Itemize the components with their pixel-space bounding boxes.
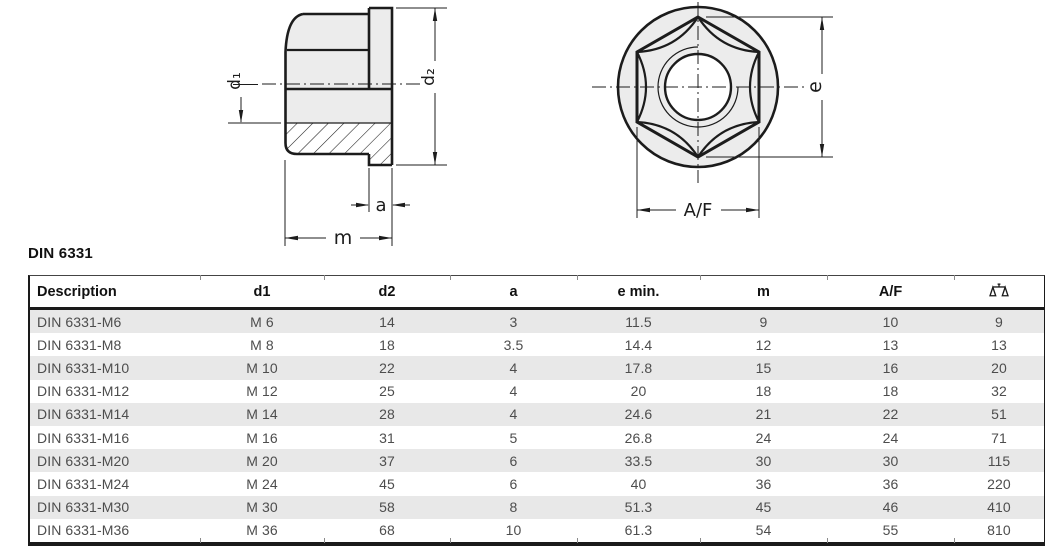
cell-value: 33.5 [624, 452, 653, 469]
front-view [592, 2, 833, 221]
af-arrowhead-right [746, 208, 759, 212]
cell-value: 14.4 [624, 336, 653, 353]
cell-value: 36 [755, 475, 772, 492]
dim-label-e: e [804, 81, 826, 93]
cell-description: DIN 6331-M10 [37, 359, 130, 376]
column-tick [200, 538, 201, 543]
balance-scale-icon [988, 283, 1010, 300]
column-tick [954, 538, 955, 543]
standard-title: DIN 6331 [28, 245, 93, 262]
cell-value: 18 [882, 383, 899, 400]
d2-arrowhead-bottom [433, 152, 437, 165]
cell-value: 51 [991, 406, 1007, 423]
cell-value: M 12 [246, 383, 278, 400]
cell-value: 17.8 [624, 359, 653, 376]
cell-value: 61.3 [624, 522, 653, 539]
table-body [30, 310, 1044, 542]
column-tick [700, 538, 701, 543]
cell-value: 4 [509, 406, 518, 423]
table-row [30, 403, 1044, 426]
column-header-description: Description [37, 283, 117, 300]
cell-value: 8 [509, 499, 518, 516]
cell-value: 3 [509, 313, 518, 330]
cell-description: DIN 6331-M36 [37, 522, 130, 539]
table-row [30, 496, 1044, 519]
cell-value: 18 [755, 383, 772, 400]
dim-label-m: m [333, 227, 353, 249]
cell-value: 11.5 [625, 313, 652, 330]
af-arrowhead-left [637, 208, 650, 212]
cell-value: 30 [755, 452, 772, 469]
cell-value: 31 [379, 429, 395, 446]
cell-value: 14 [379, 313, 395, 330]
cell-value: 6 [509, 452, 518, 469]
cell-value: 51.3 [624, 499, 653, 516]
cell-value: 30 [882, 452, 899, 469]
cell-value: M 8 [250, 336, 274, 353]
dim-label-a: a [375, 195, 387, 216]
column-tick [450, 538, 451, 543]
cell-value: 24 [755, 429, 772, 446]
cell-value: 46 [882, 499, 899, 516]
cell-value: 410 [987, 499, 1011, 516]
cell-value: 22 [379, 359, 395, 376]
cell-value: 71 [991, 429, 1007, 446]
column-tick [577, 538, 578, 543]
cell-value: M 6 [250, 313, 274, 330]
cell-value: 26.8 [624, 429, 653, 446]
column-tick [827, 275, 828, 280]
cell-description: DIN 6331-M30 [37, 499, 130, 516]
dim-label-d1: d₁ [225, 72, 245, 90]
column-header-af: A/F [878, 283, 903, 300]
cell-value: M 30 [246, 499, 278, 516]
cell-value: 3.5 [503, 336, 524, 353]
table-row [30, 426, 1044, 449]
cell-value: 24 [882, 429, 899, 446]
cell-value: 25 [379, 383, 395, 400]
e-arrowhead-top [820, 17, 824, 30]
e-arrowhead-bottom [820, 144, 824, 157]
cell-value: M 20 [246, 452, 278, 469]
section-hatch [286, 123, 393, 165]
column-header-m: m [757, 283, 770, 300]
column-header-d1: d1 [253, 283, 271, 300]
column-tick [700, 275, 701, 280]
column-header-d2: d2 [378, 283, 396, 300]
cell-description: DIN 6331-M24 [37, 475, 130, 492]
d2-arrowhead-top [433, 8, 437, 21]
m-arrowhead-right [379, 236, 392, 240]
table-row [30, 380, 1044, 403]
cell-value: 28 [379, 406, 395, 423]
cell-value: 37 [379, 452, 395, 469]
cell-description: DIN 6331-M14 [37, 406, 130, 423]
cell-value: M 36 [246, 522, 278, 539]
cell-value: 13 [882, 336, 899, 353]
a-arrowhead-left [356, 203, 369, 207]
table-row [30, 333, 1044, 356]
cell-value: 55 [882, 522, 899, 539]
cell-value: 4 [509, 359, 518, 376]
cell-value: 12 [755, 336, 772, 353]
cell-value: 10 [882, 313, 899, 330]
cell-description: DIN 6331-M8 [37, 336, 122, 353]
cell-value: 20 [630, 383, 647, 400]
d1-arrowhead [239, 110, 243, 123]
dimensions-table [28, 275, 1045, 546]
cell-value: 16 [882, 359, 899, 376]
cell-value: 5 [509, 429, 518, 446]
cell-value: M 14 [246, 406, 278, 423]
side-section-view [225, 8, 447, 249]
column-tick [450, 275, 451, 280]
column-header-a: a [509, 283, 518, 300]
table-row [30, 519, 1044, 542]
cell-value: 20 [991, 359, 1007, 376]
cell-value: 45 [755, 499, 772, 516]
m-arrowhead-left [285, 236, 298, 240]
column-header-e-min: e min. [617, 283, 660, 300]
cell-description: DIN 6331-M16 [37, 429, 130, 446]
column-tick [577, 275, 578, 280]
cell-value: 13 [991, 336, 1007, 353]
cell-value: 45 [379, 475, 395, 492]
cell-value: 32 [991, 383, 1007, 400]
dim-label-af: A/F [683, 200, 713, 221]
cell-value: 58 [379, 499, 395, 516]
cell-value: 24.6 [624, 406, 653, 423]
table-row [30, 472, 1044, 495]
cell-description: DIN 6331-M6 [37, 313, 122, 330]
cell-value: 4 [509, 383, 518, 400]
column-tick [200, 275, 201, 280]
cell-value: M 24 [246, 475, 278, 492]
cell-value: 15 [755, 359, 772, 376]
cell-value: 115 [987, 452, 1011, 469]
table-header-row [30, 276, 1044, 310]
technical-drawing [0, 0, 1060, 270]
cell-value: 40 [630, 475, 647, 492]
column-tick [827, 538, 828, 543]
cell-value: 9 [995, 313, 1003, 330]
column-tick [324, 275, 325, 280]
cell-value: 68 [379, 522, 395, 539]
cell-value: 54 [755, 522, 772, 539]
cell-value: 18 [379, 336, 395, 353]
cell-description: DIN 6331-M20 [37, 452, 130, 469]
cell-value: M 10 [246, 359, 278, 376]
table-row [30, 356, 1044, 379]
column-header-weight [954, 283, 1044, 300]
cell-description: DIN 6331-M12 [37, 383, 130, 400]
cell-value: 36 [882, 475, 899, 492]
table-row [30, 310, 1044, 333]
dim-label-d2: d₂ [419, 68, 439, 86]
cell-value: 220 [987, 475, 1011, 492]
cell-value: 9 [759, 313, 768, 330]
cell-value: 10 [505, 522, 522, 539]
a-arrowhead-right [392, 203, 405, 207]
column-tick [324, 538, 325, 543]
cell-value: M 16 [246, 429, 278, 446]
column-tick [954, 275, 955, 280]
cell-value: 21 [755, 406, 772, 423]
cell-value: 6 [509, 475, 518, 492]
cell-value: 22 [882, 406, 899, 423]
table-row [30, 449, 1044, 472]
cell-value: 810 [987, 522, 1011, 539]
